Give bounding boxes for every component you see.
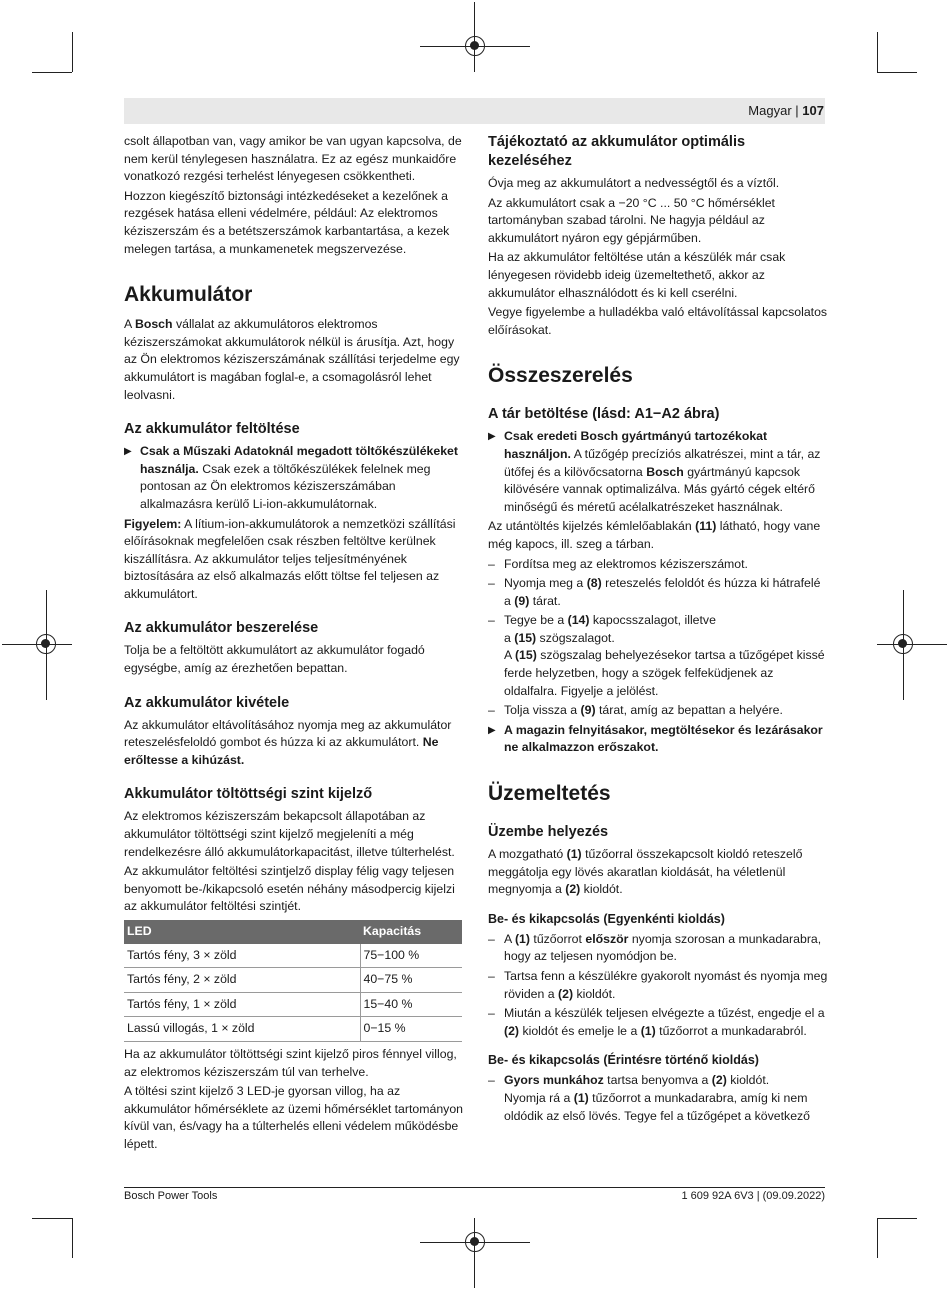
subsection-title: Az akkumulátor beszerelése: [124, 620, 319, 637]
step-item: – A (1) tűzőorrot először nyomja szorosan a munkadarabra, hogy az teljesen nyomódjon be.: [488, 931, 828, 966]
table-row: [124, 992, 462, 1017]
paragraph: Az akkumulátor eltávolításához nyomja meg az akkumulátor reteszelésfeloldó gombot és húzza ki az akkumulátort. Ne erőltesse a kihúzást.: [124, 717, 452, 767]
warning-bullet: ▶ Csak a Műszaki Adatoknál megadott töltőkészülékeket használja. Csak ezek a töltőkészülékek felelnek meg pontosan az Ön elektromos kéziszerszámában alkalmazásra kerülő Li-ion-akkumulátornak.: [124, 443, 464, 513]
footer-left: Bosch Power Tools: [124, 1190, 218, 1202]
table-cell: Lassú villogás, 1 × zöld: [124, 1017, 360, 1042]
table-cell: Tartós fény, 2 × zöld: [124, 968, 360, 993]
paragraph: Tolja be a feltöltött akkumulátort az akkumulátor fogadó egységbe, amíg az érezhetően bepattan.: [124, 643, 425, 676]
step-item: – Tegye be a (14) kapocsszalagot, illetve a (15) szögszalagot. A (15) szögszalag behelyezésekor tartsa a tűzőgépet kissé ferde helyzetben, hogy a szögek felfeküdjenek az oldalfalra. Figyelje a jelölést.: [488, 612, 828, 700]
crop-mark: [877, 1218, 878, 1258]
table-row: [124, 968, 462, 993]
page-header: [748, 103, 824, 118]
registration-mark-icon: [465, 1232, 485, 1252]
subsection-title: Az akkumulátor kivétele: [124, 694, 290, 711]
table-header: Kapacitás: [360, 920, 462, 944]
crop-mark: [32, 72, 72, 73]
crop-mark: [877, 32, 878, 72]
subsection-title: Tájékoztató az akkumulátor optimális kezeléséhez: [488, 134, 746, 169]
page-number: 107: [802, 103, 824, 118]
registration-mark-icon: [465, 36, 485, 56]
step-item: – Gyors munkához tartsa benyomva a (2) kioldót. Nyomja rá a (1) tűzőorrot a munkadarabra, amíg ki nem oldódik az első lövés. Tegye fel a tűzőgépet a következő: [488, 1072, 828, 1125]
table-row: [124, 944, 462, 968]
step-item: – Tartsa fenn a készülékre gyakorolt nyomást és nyomja meg röviden a (2) kioldót.: [488, 968, 828, 1003]
paragraph: Ha az akkumulátor feltöltése után a készülék már csak lényegesen rövidebb ideig üzemeltethető, akkor az akkumulátor elhasználódott és ki kell cserélni.: [488, 250, 786, 300]
paragraph: csolt állapotban van, vagy amikor be van ugyan kapcsolva, de nem kerül ténylegesen használatra. Ez az egész munkaidőre vonatkozó rezgési terhelést lényegesen csökkentheti.: [124, 134, 462, 184]
subsection-title: Akkumulátor töltöttségi szint kijelző: [124, 786, 373, 803]
crop-mark: [72, 1218, 73, 1258]
section-title: Összeszerelés: [488, 364, 633, 388]
step-item: – Miután a készülék teljesen elvégezte a tűzést, engedje el a (2) kioldót és emelje le a (1) tűzőorrot a munkadarabról.: [488, 1005, 828, 1040]
footer-right: 1 609 92A 6V3 | (09.09.2022): [681, 1190, 825, 1202]
paragraph: Az elektromos kéziszerszám bekapcsolt állapotában az akkumulátor töltöttségi szint kijelző megjeleníti a még rendelkezésre álló akkumulátorkapacitást, illetve túlterhelést.: [124, 809, 455, 859]
header-language: Magyar: [748, 103, 792, 118]
section-title: Üzemeltetés: [488, 782, 611, 806]
paragraph: Figyelem: A lítium-ion-akkumulátorok a nemzetközi szállítási előírásoknak megfelelően csak részben feltöltve kerülnek kiszállításra. Az akkumulátor teljes teljesítményének biztosítására az első alkalmazás előtt töltse fel teljesen az akkumulátort.: [124, 516, 456, 601]
registration-mark-icon: [36, 634, 56, 654]
crop-mark: [877, 72, 917, 73]
section-title: Akkumulátor: [124, 283, 253, 307]
right-column: [488, 133, 828, 1127]
paragraph: Hozzon kiegészítő biztonsági intézkedéseket a kezelőnek a rezgések hatása elleni védelmére, például: Az elektromos kéziszerszám és a betétszerszámok karbantartása, a kezek melegen tartása, a munkamenetek megszervezése.: [124, 188, 450, 256]
minor-heading: Be- és kikapcsolás (Egyenkénti kioldás): [488, 911, 725, 926]
table-cell: 75−100 %: [360, 944, 462, 968]
step-item: – Fordítsa meg az elektromos kéziszerszámot.: [488, 556, 828, 574]
paragraph: Óvja meg az akkumulátort a nedvességtől és a víztől.: [488, 176, 780, 190]
registration-line: [474, 1218, 475, 1288]
minor-heading: Be- és kikapcsolás (Érintésre történő kioldás): [488, 1053, 759, 1068]
subsection-title: A tár betöltése (lásd: A1−A2 ábra): [488, 406, 720, 423]
paragraph: Az utántöltés kijelzés kémlelőablakán (11) látható, hogy vane még kapocs, ill. szeg a tárban.: [488, 519, 821, 551]
warning-bullet: ▶ Csak eredeti Bosch gyártmányú tartozékokat használjon. A tűzőgép precíziós alkatrészei, mint a tár, az ütőfej és a kilövőcsatorna Bosch gyártmányú kapcsok kilövésére vannak optimalizálva. Más gyártó cégek eltérő minőségű és méretű acélalkatrészeket használnak.: [488, 428, 828, 516]
warning-bullet: ▶ A magazin felnyitásakor, megtöltésekor és lezárásakor ne alkalmazzon erőszakot.: [488, 722, 828, 757]
paragraph: A mozgatható (1) tűzőorral összekapcsolt kioldó reteszelő meggátolja egy lövés akaratlan kioldását, ha véletlenül megnyomja a (2) kioldót.: [488, 847, 803, 897]
step-item: – Tolja vissza a (9) tárat, amíg az bepattan a helyére.: [488, 702, 828, 720]
paragraph: Az akkumulátor feltöltési szintjelző display félig vagy teljesen benyomott be-/kikapcsoló esetén néhány másodpercig kijelzi az akkumulátor feltöltési szintjét.: [124, 864, 455, 914]
table-cell: 15−40 %: [360, 992, 462, 1017]
page-header-bar: [124, 98, 825, 124]
header-separator: |: [795, 103, 799, 118]
table-cell: Tartós fény, 1 × zöld: [124, 992, 360, 1017]
table-row: [124, 1017, 462, 1042]
step-item: – Nyomja meg a (8) reteszelés feloldót és húzza ki hátrafelé a (9) tárat.: [488, 575, 828, 610]
crop-mark: [72, 32, 73, 72]
table-cell: 40−75 %: [360, 968, 462, 993]
table-cell: Tartós fény, 3 × zöld: [124, 944, 360, 968]
subsection-title: Az akkumulátor feltöltése: [124, 421, 300, 438]
crop-mark: [877, 1218, 917, 1219]
paragraph: Vegye figyelembe a hulladékba való eltávolítással kapcsolatos előírásokat.: [488, 305, 828, 337]
paragraph: Az akkumulátort csak a −20 °C ... 50 °C hőmérséklet tartományban szabad tárolni. Ne hagyja például az akkumulátort nyáron egy gépjárműben.: [488, 195, 775, 245]
paragraph: Ha az akkumulátor töltöttségi szint kijelző piros fénnyel villog, az elektromos kéziszerszám túl van terhelve.: [124, 1046, 457, 1079]
footer-rule: [124, 1187, 825, 1188]
paragraph: A Bosch vállalat az akkumulátoros elektromos kéziszerszámokat akkumulátorok nélkül is árusítja. Azt, hogy az Ön elektromos kéziszerszámának szállítási terjedelme egy akkumulátort is magában foglal-e, a csomagolásról lehet leolvasni.: [124, 317, 460, 402]
table-cell: 0−15 %: [360, 1017, 462, 1042]
table-header: LED: [124, 920, 360, 944]
subsection-title: Üzembe helyezés: [488, 824, 609, 841]
crop-mark: [32, 1218, 72, 1219]
left-column: [124, 133, 464, 1156]
paragraph: A töltési szint kijelző 3 LED-je gyorsan villog, ha az akkumulátor hőmérséklete az üzemi hőmérséklet tartományon kívül van, és/vagy ha a túlterhelés elleni védelem működésbe lépett.: [124, 1084, 463, 1151]
registration-mark-icon: [893, 634, 913, 654]
charge-level-table: [124, 920, 462, 1042]
